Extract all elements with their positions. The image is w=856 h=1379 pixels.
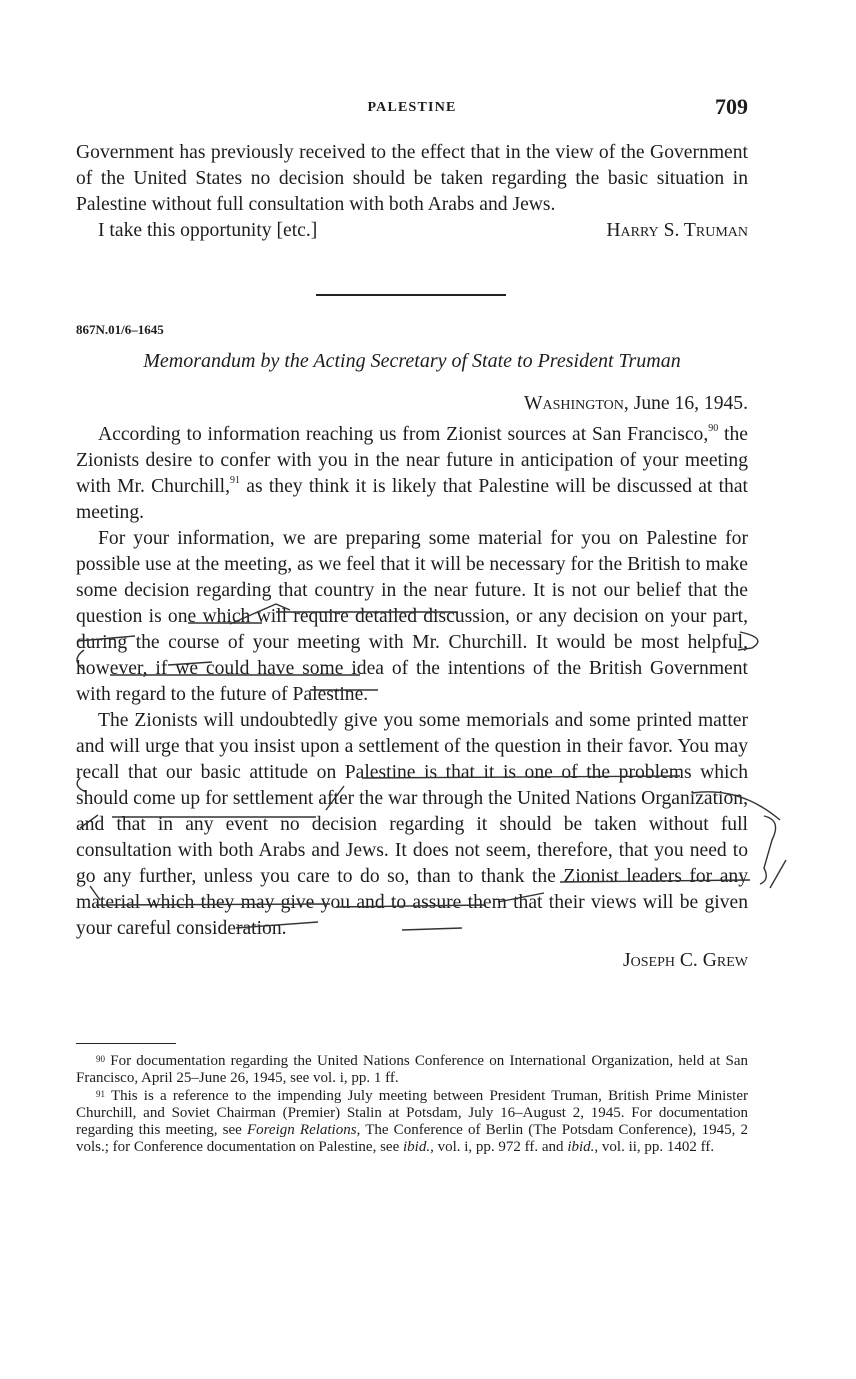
section-divider — [316, 294, 506, 296]
footnote-90 — [76, 1053, 748, 1088]
grew-signature: Joseph C. Grew — [623, 950, 748, 971]
memo-paragraph-1 — [76, 422, 748, 526]
dateline — [76, 393, 748, 415]
previous-paragraph: Government has previously received to the effect that in the view of the Government of the United States no decision should be taken regarding the basic situation in Palestine without full consultation with both Arabs and Jews. — [76, 142, 748, 215]
footnote-91-text-b: , The Conference of Berlin (The Potsdam Conference), 1945, 2 vols.; for Conference documentation on Palestine, see — [76, 1122, 748, 1156]
previous-letter-ending — [76, 140, 748, 244]
footnote-ref-91[interactable]: 91 — [230, 475, 241, 486]
running-title: PALESTINE — [367, 100, 457, 115]
footnote-91-text-a: This is a reference to the impending July meeting between President Truman, British Prime Minister Churchill, and Soviet Chairman (Premier) Stalin at Potsdam, July 16–August 2, 1945. For documentation regarding this meeting, see — [76, 1087, 749, 1139]
footnote-91 — [76, 1088, 748, 1157]
file-number: 867N.01/6–1645 — [76, 322, 164, 337]
truman-signature: Harry S. Truman — [606, 220, 748, 241]
p1-part-b: the Zionists desire to confer with you in the near future in anticipation of your meeting with Mr. Churchill, — [76, 424, 748, 497]
dateline-place: Washington, — [523, 393, 629, 414]
memo-title: Memorandum by the Acting Secretary of State to President Truman — [143, 350, 681, 372]
p1-part-a: According to information reaching us from Zionist sources at San Francisco, — [98, 424, 709, 445]
memo-paragraph-2: For your information, we are preparing some material for you on Palestine for possible use at the meeting, as we feel that it will be necessary for the British to make some decision regarding that country in the near future. It is not our belief that the question is one which will require detailed discussion, or any decision on your part, during the course of your meeting with Mr. Churchill. It would be most helpful, however, if we could have some idea of the intentions of the British Government with regard to the future of Palestine. — [76, 528, 748, 705]
footnote-90-text: For documentation regarding the United Nations Conference on International Organization, held at San Francisco, April 25–June 26, 1945, see vol. i, pp. 1 ff. — [76, 1053, 748, 1087]
closing-text: I take this opportunity [etc.] — [98, 220, 318, 241]
p1-part-c: as they think it is likely that Palestine will be discussed at that meeting. — [76, 476, 748, 523]
footnote-mark-91: 91 — [96, 1088, 105, 1099]
closing-line — [76, 218, 748, 244]
footnote-mark-90: 90 — [96, 1054, 105, 1064]
tick-mark-margin — [770, 860, 786, 888]
running-head — [76, 94, 748, 124]
memo-paragraph-3: The Zionists will undoubtedly give you some memorials and some printed matter and will urge that you insist upon a settlement of the question in their favor. You may recall that our basic attitude on Palestine is that it is one of the problems which should come up for settlement after the war through the United Nations Organization, and that in any event no decision regarding it should be taken without full consultation with both Arabs and Jews. It does not seem, therefore, that you need to go any further, unless you care to do so, than to thank the Zionist leaders for any material which they may give you and to assure them that their views will be given your careful consideration. — [76, 710, 748, 939]
bracket-right-margin — [760, 816, 776, 884]
dateline-date: June 16, 1945. — [633, 393, 748, 414]
page-number: 709 — [715, 94, 748, 119]
footnote-91-text-c: , vol. i, pp. 972 ff. and — [430, 1139, 568, 1156]
memo-body — [76, 422, 748, 974]
footnote-91-italic-2: ibid. — [403, 1139, 431, 1156]
footnotes — [76, 1053, 748, 1157]
footnote-91-text-d: , vol. ii, pp. 1402 ff. — [594, 1139, 715, 1156]
footnote-91-italic-1: Foreign Relations — [246, 1122, 357, 1139]
footnote-91-italic-3: ibid. — [567, 1139, 595, 1156]
footnote-ref-90[interactable]: 90 — [708, 423, 719, 434]
footnote-rule — [76, 1043, 176, 1044]
